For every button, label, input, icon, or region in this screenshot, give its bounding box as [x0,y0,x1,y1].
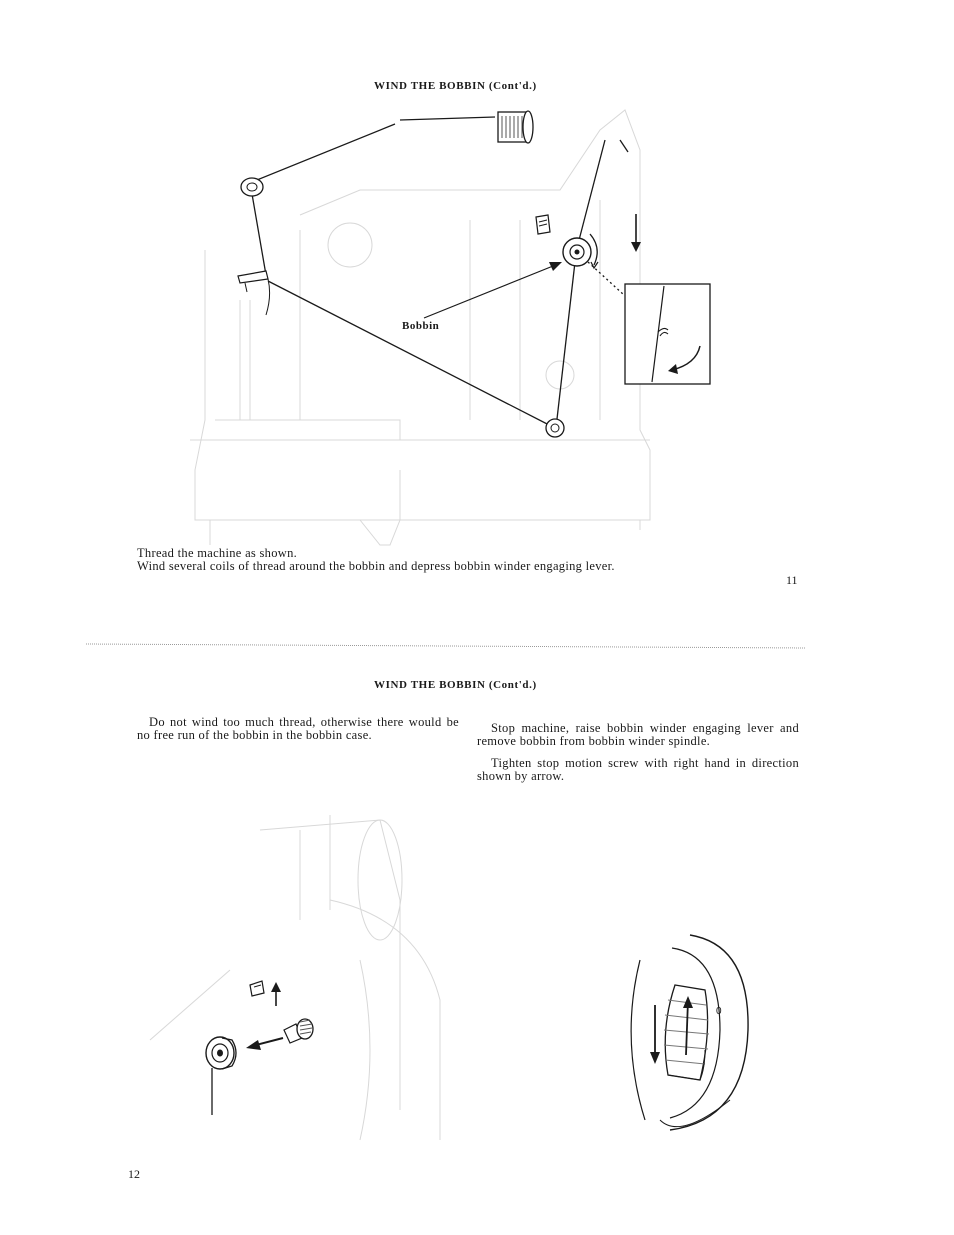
top-caption-line1: Thread the machine as shown. [137,546,298,560]
removed-bobbin [206,1037,236,1115]
removal-arrow-icon [246,1038,283,1050]
machine-ghost-outline-lower [150,815,440,1140]
bobbin-label: Bobbin [402,320,440,332]
engaging-lever-raise-icon [250,981,281,1006]
winder-spindle [284,1019,313,1043]
bottom-left-paragraph: Do not wind too much thread, otherwise there would be no free run of the bobbin in the bobbin case. [137,715,459,742]
page-number-12: 12 [128,1167,140,1181]
page-number-11: 11 [786,573,798,587]
bottom-right-paragraph-2: Tighten stop motion screw with right hand in direction shown by arrow. [477,756,799,783]
dial-mark: 0 [716,1006,722,1017]
bottom-page-heading: WIND THE BOBBIN (Cont'd.) [374,679,537,691]
bottom-right-paragraph-1: Stop machine, raise bobbin winder engaging lever and remove bobbin from bobbin winder spindle. [477,721,799,748]
top-caption-line2: Wind several coils of thread around the bobbin and depress bobbin winder engaging lever. [137,559,615,573]
top-page-heading: WIND THE BOBBIN (Cont'd.) [374,80,537,92]
